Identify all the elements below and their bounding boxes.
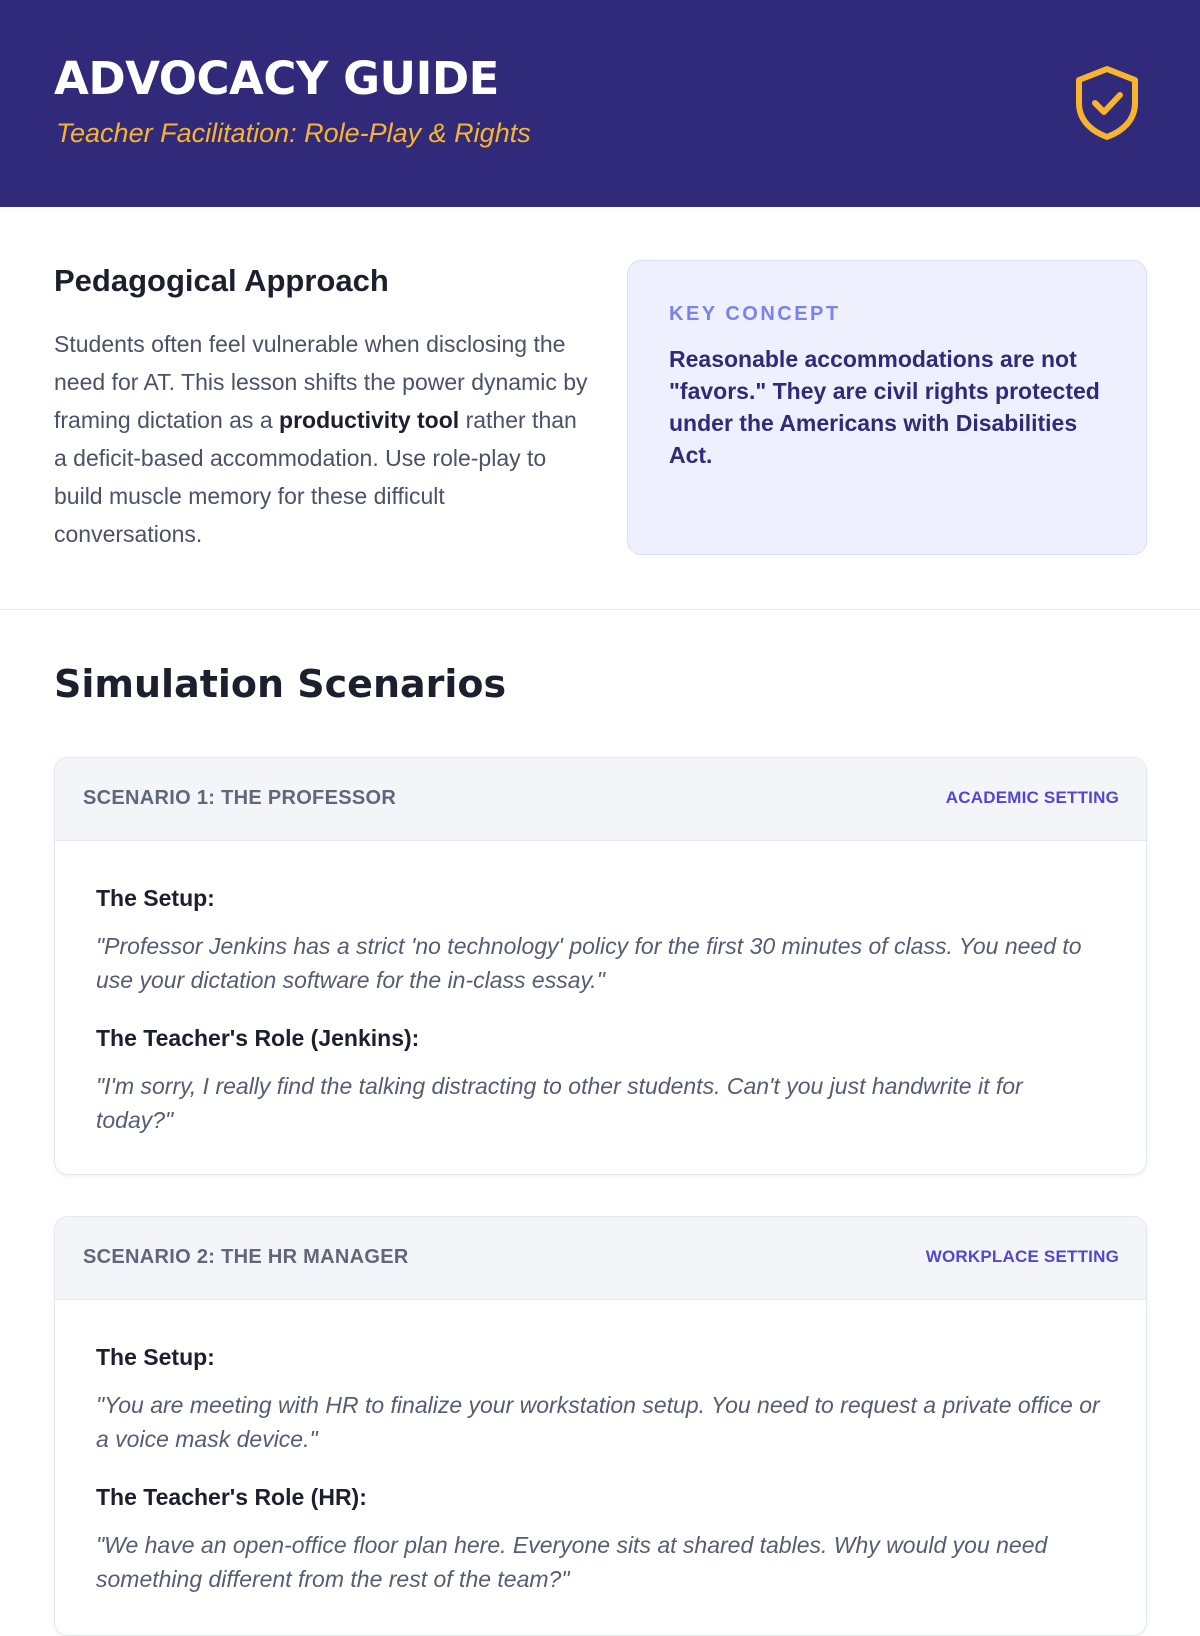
teacher-role-text: "I'm sorry, I really find the talking distracting to other students. Can't you just handwrite it for today?" <box>96 1073 1023 1133</box>
setup-label: The Setup: <box>96 1344 215 1370</box>
teacher-role-text: "We have an open-office floor plan here. Everyone sits at shared tables. Why would you need something different from the rest of the team?" <box>96 1532 1048 1592</box>
setup-label: The Setup: <box>96 885 215 911</box>
pedagogical-approach-text <box>54 325 594 553</box>
teacher-role-label: The Teacher's Role (Jenkins): <box>96 1025 420 1051</box>
key-concept-box <box>627 260 1147 555</box>
page-title: ADVOCACY GUIDE <box>54 52 499 105</box>
teacher-role-label: The Teacher's Role (HR): <box>96 1484 367 1510</box>
scenario-card <box>54 757 1147 1175</box>
scenario-card-header <box>55 758 1146 841</box>
setup-text: "You are meeting with HR to finalize your workstation setup. You need to request a private office or a voice mask device." <box>96 1392 1100 1452</box>
intro-text-bold: productivity tool <box>279 407 460 433</box>
simulation-scenarios-heading: Simulation Scenarios <box>54 662 507 706</box>
scenario-title: SCENARIO 2: THE HR MANAGER <box>83 1246 409 1268</box>
scenario-card <box>54 1216 1147 1636</box>
scenario-setting-badge: WORKPLACE SETTING <box>925 1247 1119 1266</box>
intro-text-part2: rather than a deficit-based accommodation. Use role-play to build muscle memory for these difficult conversations. <box>54 407 577 547</box>
key-concept-label: KEY CONCEPT <box>669 303 841 325</box>
shield-check-icon <box>1072 65 1142 141</box>
key-concept-text: Reasonable accommodations are not "favors." They are civil rights protected under the Americans with Disabilities Act. <box>669 346 1100 468</box>
intro-text-part1: Students often feel vulnerable when disclosing the need for AT. This lesson shifts the power dynamic by framing dictation as a <box>54 331 588 433</box>
scenario-title: SCENARIO 1: THE PROFESSOR <box>83 787 397 809</box>
pedagogical-approach-heading: Pedagogical Approach <box>54 263 389 298</box>
page-subtitle: Teacher Facilitation: Role-Play & Rights <box>56 118 531 148</box>
scenario-card-header <box>55 1217 1146 1300</box>
setup-text: "Professor Jenkins has a strict 'no technology' policy for the first 30 minutes of class. You need to use your dictation software for the in-class essay." <box>96 933 1082 993</box>
page-header <box>0 0 1200 207</box>
scenario-setting-badge: ACADEMIC SETTING <box>945 788 1119 807</box>
